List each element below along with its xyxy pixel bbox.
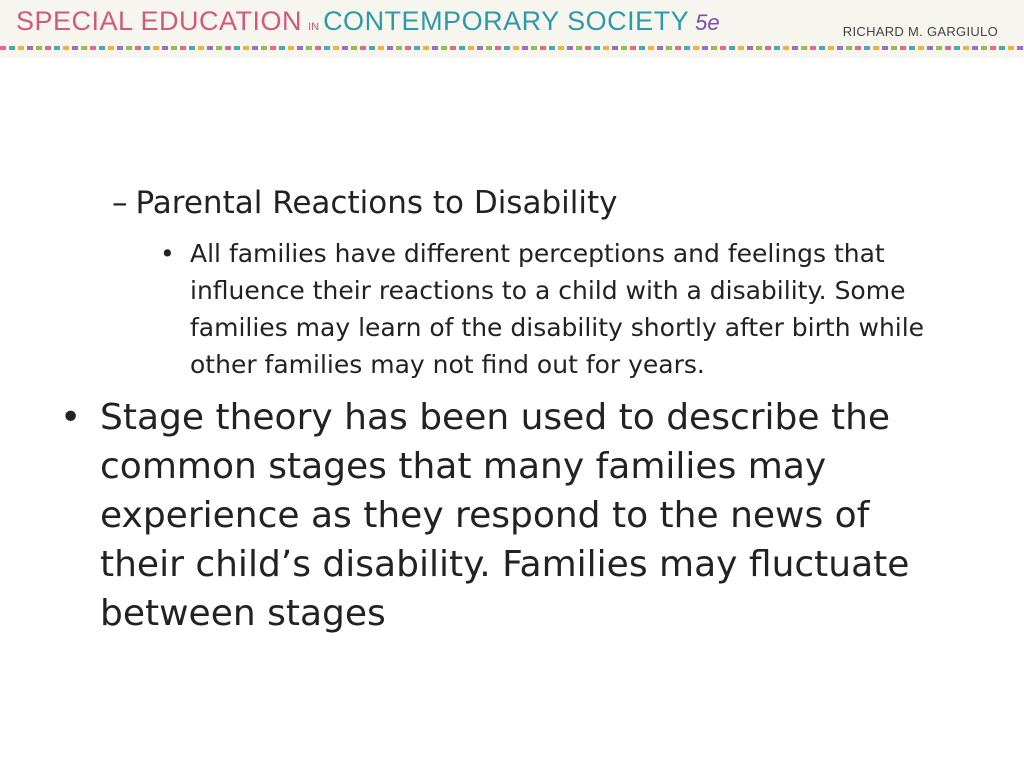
main-bullet-item [60,393,960,638]
edition-label: 5e [695,10,720,35]
bullet-marker: • [160,239,175,268]
subheading [112,185,617,221]
bullet-marker: • [60,397,82,438]
title-connector: IN [308,21,320,33]
author-name: RICHARD M. GARGIULO [842,24,998,39]
subheading-text: Parental Reactions to Disability [135,185,618,221]
dash-marker: – [112,185,128,221]
sub-bullet-item [160,235,960,383]
main-bullet-text: Stage theory has been used to describe the common stages that many families may experience as they respond to the news of their child’s disability. Families may fluctuate between stages [100,397,910,634]
title-contemporary-society: CONTEMPORARY SOCIETY [323,6,690,36]
title-special-education: SPECIAL EDUCATION [16,6,303,36]
sub-bullet-text: All families have different perceptions and feelings that influence their reactions to a child with a disability. Some families may learn of the disability shortly after birth while other families may not find out for years. [190,239,925,379]
